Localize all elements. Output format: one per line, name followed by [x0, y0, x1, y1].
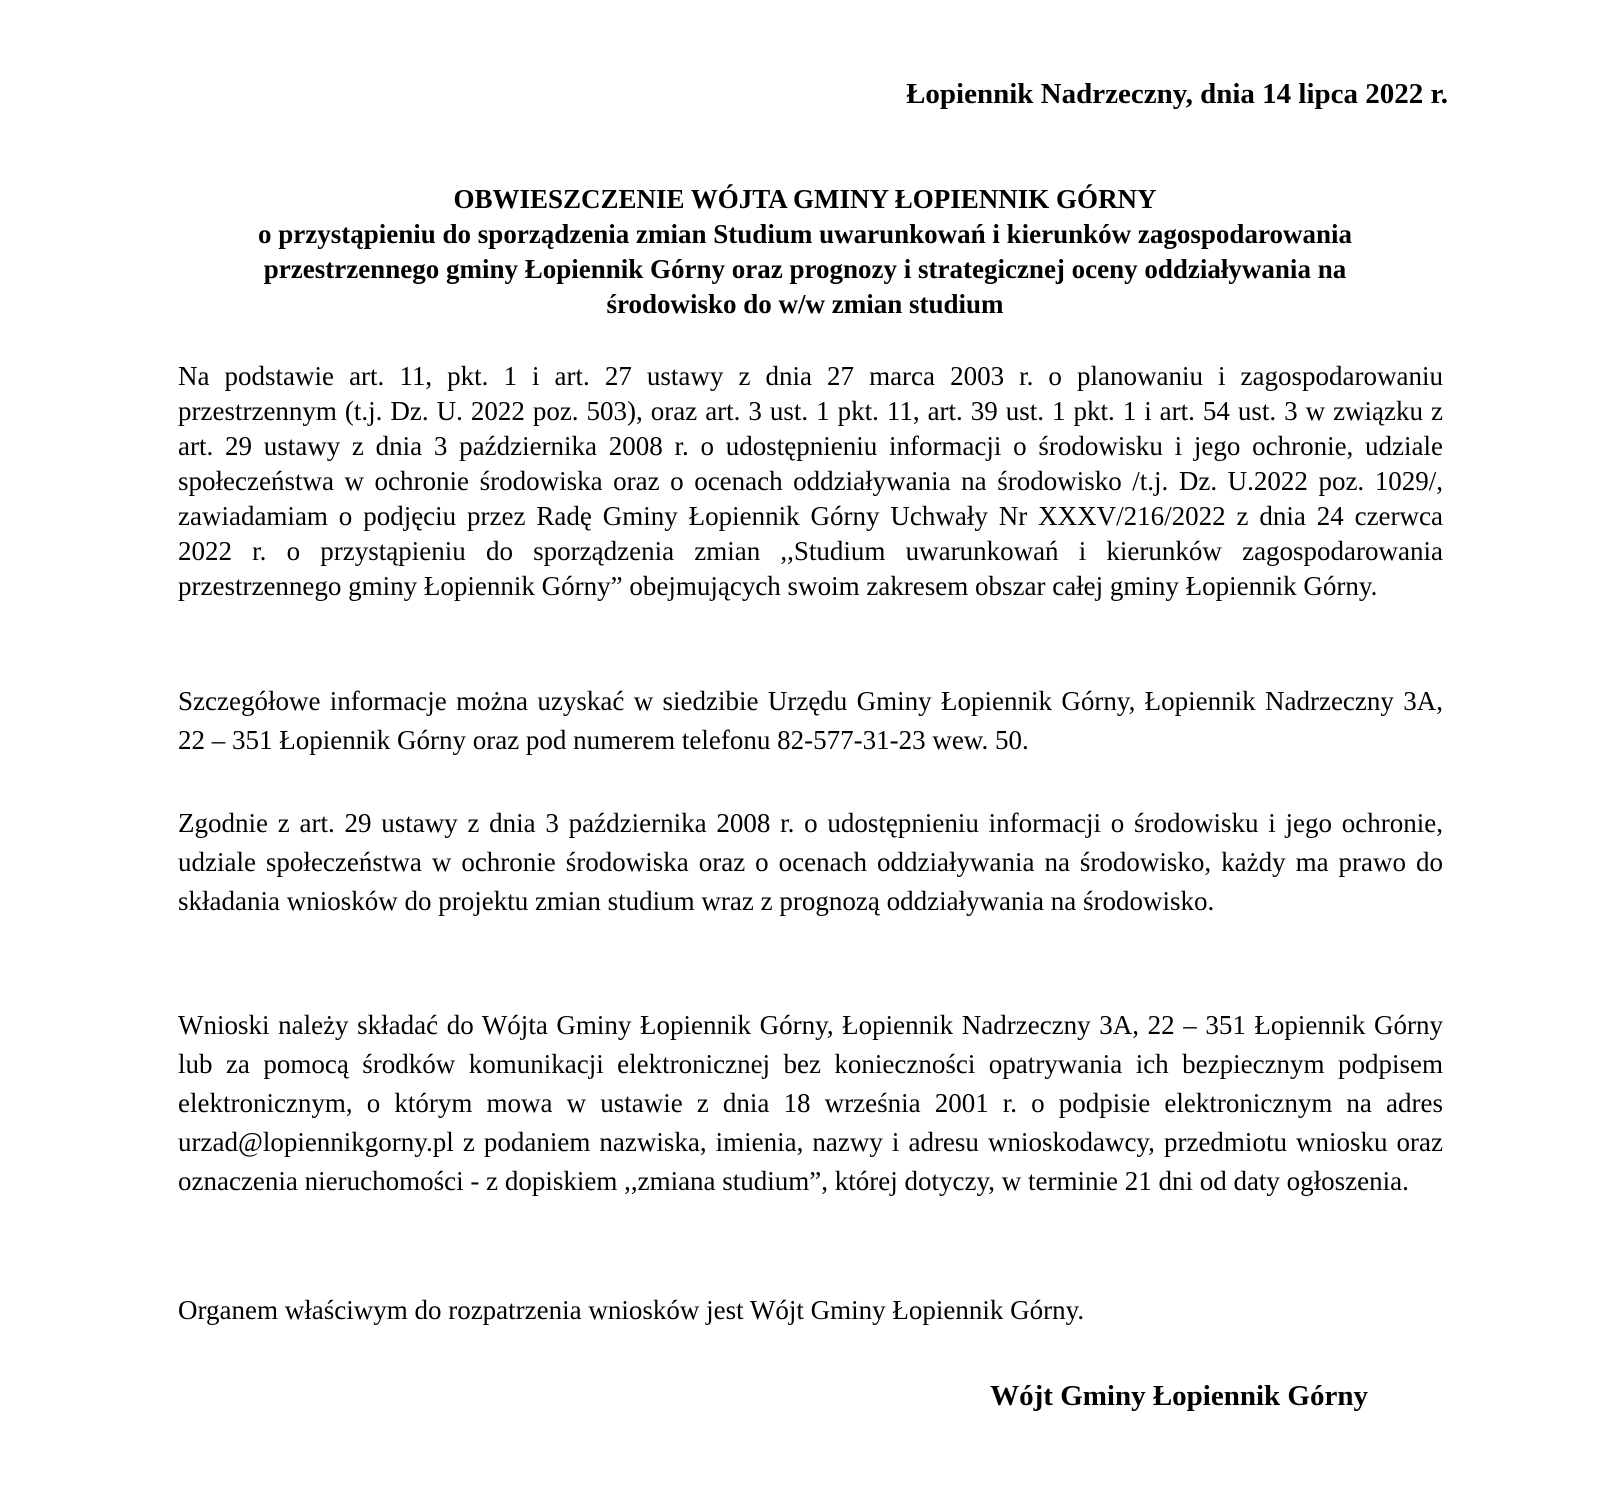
date-line: Łopiennik Nadrzeczny, dnia 14 lipca 2022 r. — [906, 78, 1448, 110]
notice-subtitle-line-3: środowisko do w/w zmian studium — [606, 289, 1004, 319]
notice-title: OBWIESZCZENIE WÓJTA GMINY ŁOPIENNIK GÓRNY — [453, 184, 1157, 214]
notice-subtitle-line-1: o przystąpieniu do sporządzenia zmian Studium uwarunkowań i kierunków zagospodarowania — [258, 219, 1352, 249]
notice-subtitle-line-2: przestrzennego gminy Łopiennik Górny oraz prognozy i strategicznej oceny oddziaływania na — [263, 254, 1347, 284]
paragraph-right-to-submit: Zgodnie z art. 29 ustawy z dnia 3 października 2008 r. o udostępnieniu informacji o środowisku i jego ochronie, udziale społeczeństwa w ochronie środowiska oraz o ocenach oddziaływania na środowisko, każdy ma prawo do składania wniosków do projektu zmian studium wraz z prognozą oddziaływania na środowisko. — [178, 808, 1443, 916]
notice-heading — [150, 182, 1460, 322]
paragraph-legal-basis: Na podstawie art. 11, pkt. 1 i art. 27 ustawy z dnia 27 marca 2003 r. o planowaniu i zagospodarowaniu przestrzennym (t.j. Dz. U. 2022 poz. 503), oraz art. 3 ust. 1 pkt. 11, art. 39 ust. 1 pkt. 1 i art. 54 ust. 3 w związku z art. 29 ustawy z dnia 3 października 2008 r. o udostępnieniu informacji o środowisku i jego ochronie, udziale społeczeństwa w ochronie środowiska oraz o ocenach oddziaływania na środowisko /t.j. Dz. U.2022 poz. 1029/, zawiadamiam o podjęciu przez Radę Gminy Łopiennik Górny Uchwały Nr XXXV/216/2022 z dnia 24 czerwca 2022 r. o przystąpieniu do sporządzenia zmian ,,Studium uwarunkowań i kierunków zagospodarowania przestrzennego gminy Łopiennik Górny” obejmujących swoim zakresem obszar całej gminy Łopiennik Górny. — [178, 361, 1443, 601]
paragraph-competent-authority: Organem właściwym do rozpatrzenia wniosków jest Wójt Gminy Łopiennik Górny. — [178, 1295, 1085, 1325]
paragraph-submission-instructions: Wnioski należy składać do Wójta Gminy Łopiennik Górny, Łopiennik Nadrzeczny 3A, 22 – 351 Łopiennik Górny lub za pomocą środków komunikacji elektronicznej bez konieczności opatrywania ich bezpiecznym podpisem elektronicznym, o którym mowa w ustawie z dnia 18 września 2001 r. o podpisie elektronicznym na adres urzad@lopiennikgorny.pl z podaniem nazwiska, imienia, nazwy i adresu wnioskodawcy, przedmiotu wniosku oraz oznaczenia nieruchomości - z dopiskiem ,,zmiana studium”, której dotyczy, w terminie 21 dni od daty ogłoszenia. — [178, 1010, 1443, 1196]
paragraph-contact-info: Szczegółowe informacje można uzyskać w siedzibie Urzędu Gminy Łopiennik Górny, Łopiennik Nadrzeczny 3A, 22 – 351 Łopiennik Górny oraz pod numerem telefonu 82-577-31-23 wew. 50. — [178, 686, 1443, 755]
signature: Wójt Gminy Łopiennik Górny — [990, 1380, 1368, 1412]
